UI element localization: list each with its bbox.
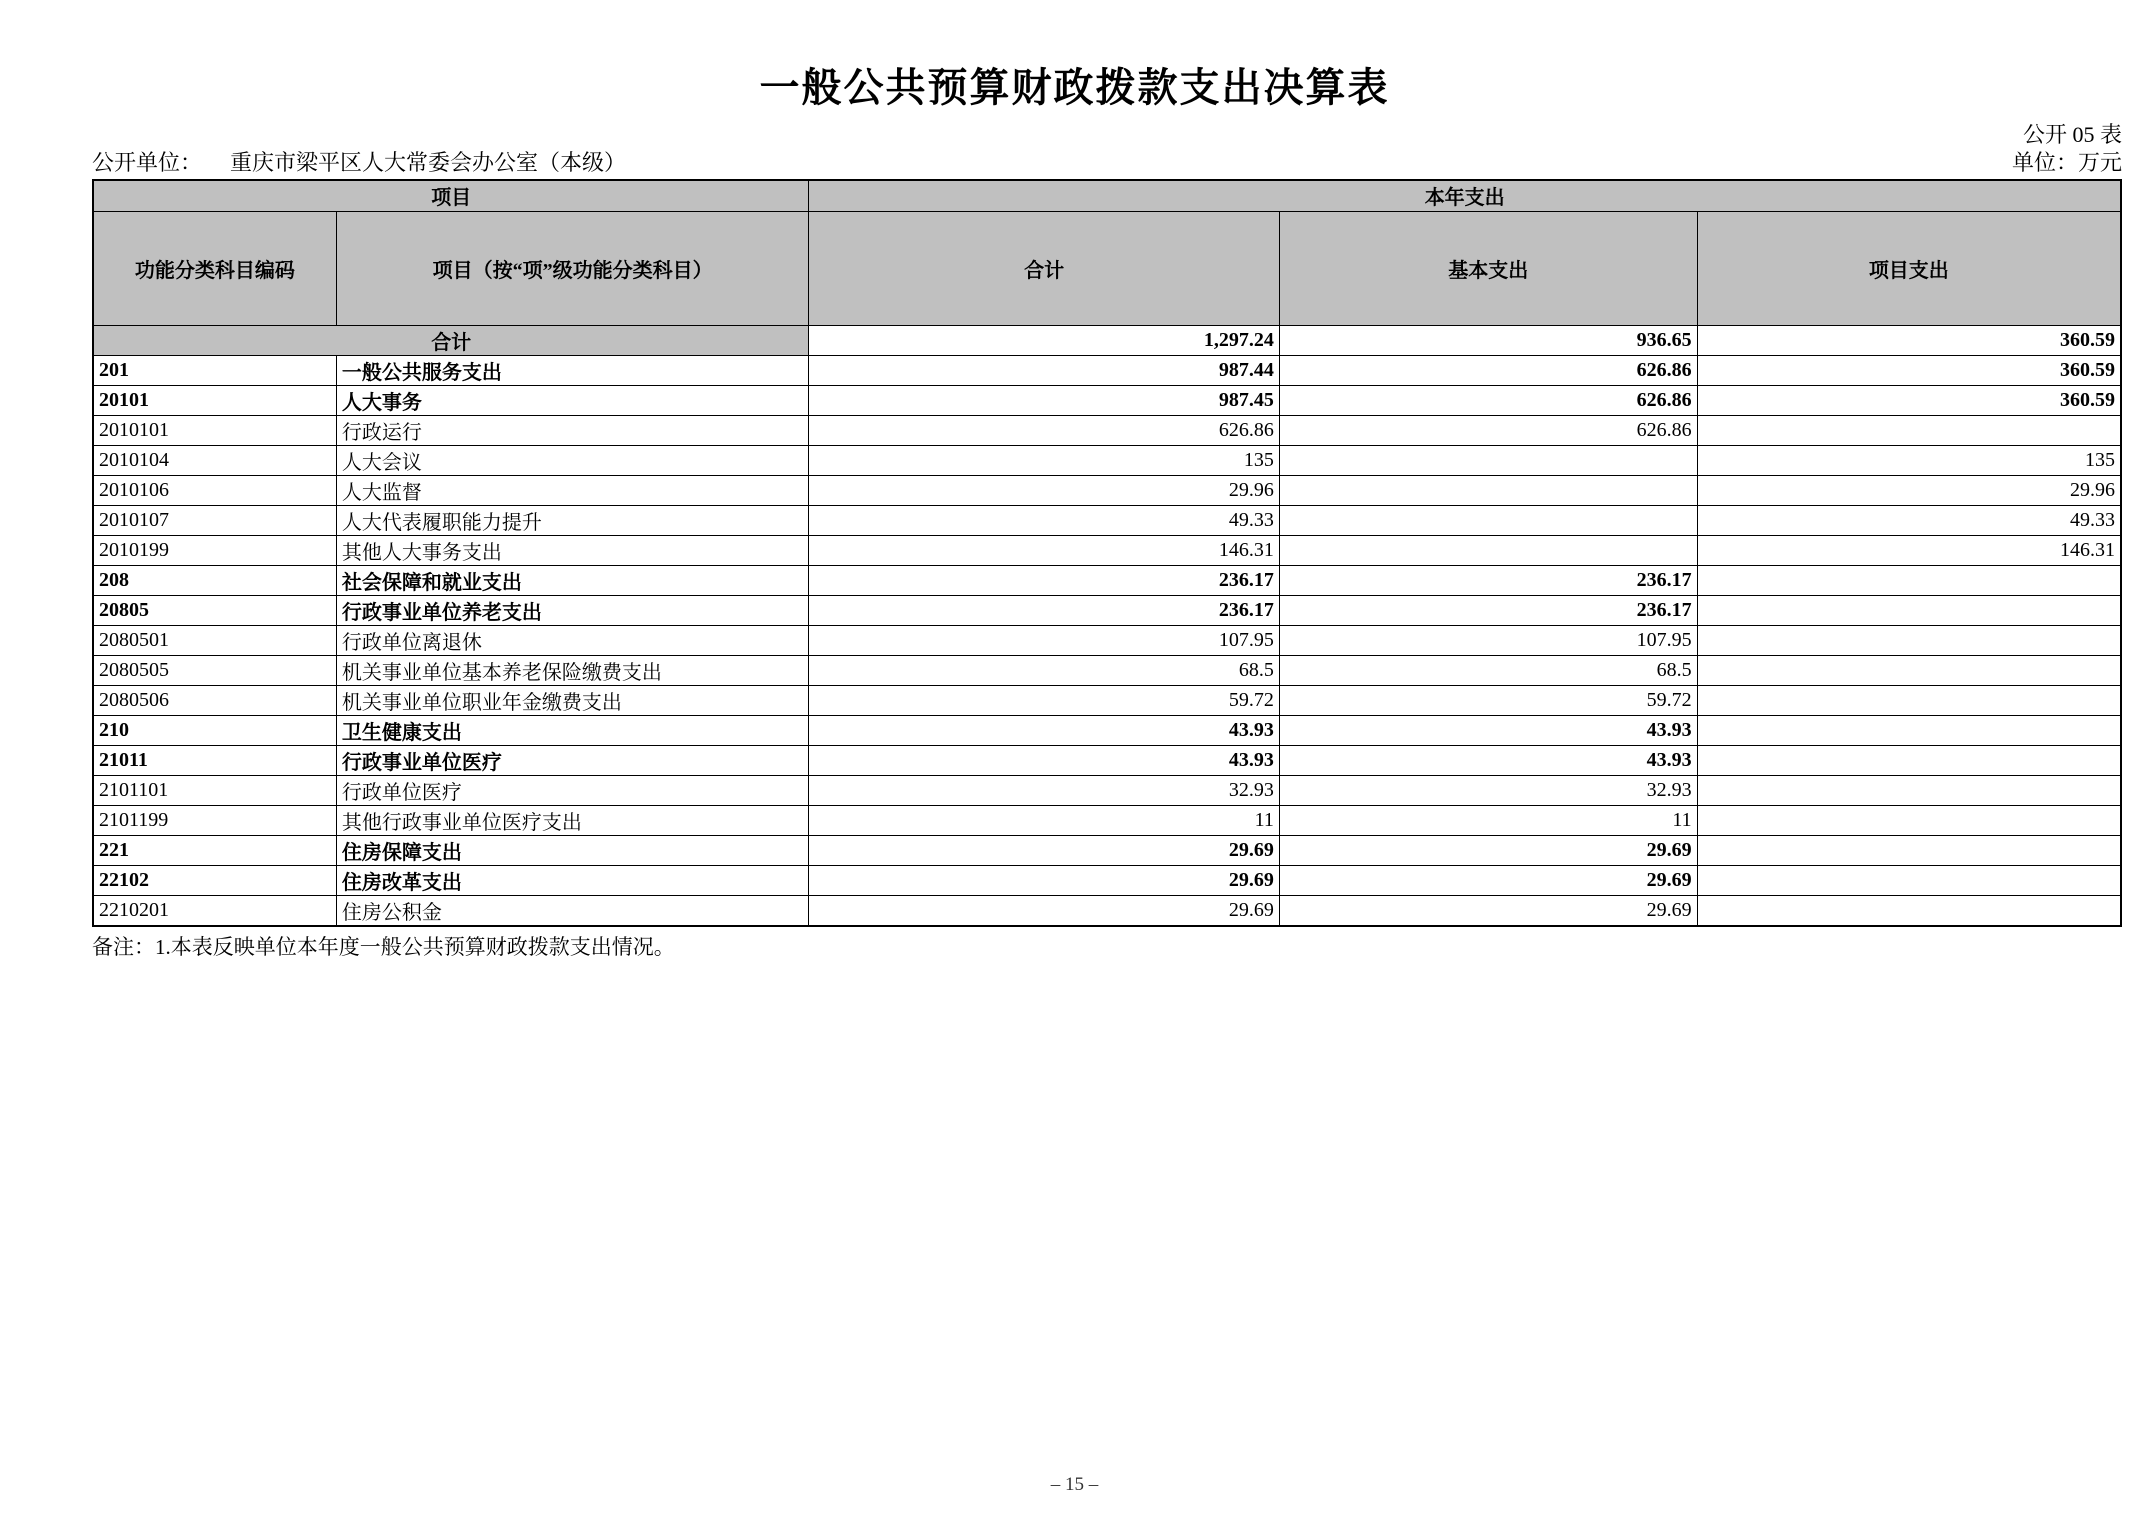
row-basic: 29.69 (1279, 895, 1697, 926)
table-row (93, 445, 2121, 475)
row-item: 住房改革支出 (336, 865, 809, 895)
row-project (1697, 745, 2121, 775)
row-item: 卫生健康支出 (336, 715, 809, 745)
row-project (1697, 715, 2121, 745)
table-row (93, 745, 2121, 775)
row-project: 146.31 (1697, 535, 2121, 565)
row-total: 68.5 (809, 655, 1279, 685)
publishing-unit-label: 公开单位： (92, 150, 203, 175)
row-item: 社会保障和就业支出 (336, 565, 809, 595)
row-total: 43.93 (809, 745, 1279, 775)
row-project (1697, 895, 2121, 926)
row-total: 626.86 (809, 415, 1279, 445)
row-item: 一般公共服务支出 (336, 355, 809, 385)
row-total: 29.69 (809, 865, 1279, 895)
row-code: 2010101 (93, 415, 336, 445)
table-row (93, 805, 2121, 835)
grand-total-label: 合计 (93, 325, 809, 355)
row-basic: 68.5 (1279, 655, 1697, 685)
row-code: 2080505 (93, 655, 336, 685)
row-total: 236.17 (809, 565, 1279, 595)
table-code-label: 公开 05 表 (2022, 122, 2122, 147)
unit-of-measure-label: 单位：万元 (2011, 150, 2122, 175)
row-item: 行政事业单位医疗 (336, 745, 809, 775)
row-total: 135 (809, 445, 1279, 475)
row-project: 49.33 (1697, 505, 2121, 535)
table-row (93, 775, 2121, 805)
row-basic: 626.86 (1279, 355, 1697, 385)
row-total: 59.72 (809, 685, 1279, 715)
table-row (93, 655, 2121, 685)
row-code: 2080506 (93, 685, 336, 715)
row-basic (1279, 505, 1697, 535)
row-item: 机关事业单位职业年金缴费支出 (336, 685, 809, 715)
header-group-item: 项目 (93, 180, 809, 211)
table-row (93, 415, 2121, 445)
row-basic: 29.69 (1279, 835, 1697, 865)
row-code: 22102 (93, 865, 336, 895)
header-group-year-expenditure: 本年支出 (809, 180, 2121, 211)
row-basic: 107.95 (1279, 625, 1697, 655)
row-basic: 11 (1279, 805, 1697, 835)
row-code: 2010199 (93, 535, 336, 565)
row-total: 236.17 (809, 595, 1279, 625)
row-item: 行政事业单位养老支出 (336, 595, 809, 625)
row-basic: 626.86 (1279, 415, 1697, 445)
row-code: 201 (93, 355, 336, 385)
grand-total-basic: 936.65 (1279, 325, 1697, 355)
page-title: 一般公共预算财政拨款支出决算表 (759, 66, 1390, 110)
row-project (1697, 775, 2121, 805)
row-total: 107.95 (809, 625, 1279, 655)
row-basic: 43.93 (1279, 715, 1697, 745)
row-project: 29.96 (1697, 475, 2121, 505)
row-basic: 29.69 (1279, 865, 1697, 895)
row-item: 行政单位医疗 (336, 775, 809, 805)
row-basic: 43.93 (1279, 745, 1697, 775)
row-item: 其他人大事务支出 (336, 535, 809, 565)
row-item: 人大事务 (336, 385, 809, 415)
row-project: 360.59 (1697, 355, 2121, 385)
table-row (93, 475, 2121, 505)
row-item: 人大会议 (336, 445, 809, 475)
row-project: 360.59 (1697, 385, 2121, 415)
row-basic: 626.86 (1279, 385, 1697, 415)
grand-total-row (93, 325, 2121, 355)
row-total: 987.44 (809, 355, 1279, 385)
table-row (93, 565, 2121, 595)
table-row (93, 355, 2121, 385)
row-code: 221 (93, 835, 336, 865)
row-code: 2010107 (93, 505, 336, 535)
table-body (93, 325, 2121, 926)
grand-total-project: 360.59 (1697, 325, 2121, 355)
row-project (1697, 805, 2121, 835)
row-code: 20101 (93, 385, 336, 415)
expenditure-table (92, 179, 2122, 927)
row-code: 2101199 (93, 805, 336, 835)
row-total: 29.69 (809, 895, 1279, 926)
row-code: 2210201 (93, 895, 336, 926)
row-total: 29.96 (809, 475, 1279, 505)
row-code: 21011 (93, 745, 336, 775)
row-item: 其他行政事业单位医疗支出 (336, 805, 809, 835)
row-code: 208 (93, 565, 336, 595)
table-row (93, 865, 2121, 895)
row-project (1697, 865, 2121, 895)
header-group-row (93, 180, 2121, 211)
row-total: 43.93 (809, 715, 1279, 745)
row-project (1697, 685, 2121, 715)
row-item: 住房保障支出 (336, 835, 809, 865)
row-project (1697, 565, 2121, 595)
table-row (93, 835, 2121, 865)
header-col-project: 项目支出 (1697, 211, 2121, 325)
table-row (93, 685, 2121, 715)
footnote: 备注：1.本表反映单位本年度一般公共预算财政拨款支出情况。 (92, 934, 675, 959)
row-basic: 236.17 (1279, 595, 1697, 625)
row-code: 2101101 (93, 775, 336, 805)
row-basic: 236.17 (1279, 565, 1697, 595)
row-code: 2010104 (93, 445, 336, 475)
header-col-code: 功能分类科目编码 (93, 211, 336, 325)
header-col-item: 项目（按“项”级功能分类科目） (336, 211, 809, 325)
row-project (1697, 415, 2121, 445)
header-col-total: 合计 (809, 211, 1279, 325)
table-row (93, 385, 2121, 415)
table-row (93, 895, 2121, 926)
row-code: 210 (93, 715, 336, 745)
table-row (93, 535, 2121, 565)
row-item: 行政单位离退休 (336, 625, 809, 655)
row-total: 11 (809, 805, 1279, 835)
row-basic (1279, 475, 1697, 505)
row-item: 住房公积金 (336, 895, 809, 926)
row-item: 人大代表履职能力提升 (336, 505, 809, 535)
page-number: – 15 – (1050, 1474, 1099, 1495)
meta-area (92, 122, 2122, 176)
row-project (1697, 595, 2121, 625)
row-total: 146.31 (809, 535, 1279, 565)
table-row (93, 715, 2121, 745)
row-total: 49.33 (809, 505, 1279, 535)
row-project: 135 (1697, 445, 2121, 475)
row-total: 32.93 (809, 775, 1279, 805)
table-row (93, 625, 2121, 655)
row-project (1697, 835, 2121, 865)
table-row (93, 505, 2121, 535)
row-code: 2010106 (93, 475, 336, 505)
row-item: 人大监督 (336, 475, 809, 505)
grand-total-total: 1,297.24 (809, 325, 1279, 355)
header-columns-row (93, 211, 2121, 325)
row-total: 29.69 (809, 835, 1279, 865)
header-col-basic: 基本支出 (1279, 211, 1697, 325)
row-total: 987.45 (809, 385, 1279, 415)
meta-row (92, 150, 2122, 176)
row-code: 2080501 (93, 625, 336, 655)
row-item: 行政运行 (336, 415, 809, 445)
publishing-unit (92, 150, 626, 176)
row-basic: 32.93 (1279, 775, 1697, 805)
row-project (1697, 655, 2121, 685)
row-basic (1279, 535, 1697, 565)
row-code: 20805 (93, 595, 336, 625)
row-item: 机关事业单位基本养老保险缴费支出 (336, 655, 809, 685)
row-basic (1279, 445, 1697, 475)
row-basic: 59.72 (1279, 685, 1697, 715)
table-row (93, 595, 2121, 625)
row-project (1697, 625, 2121, 655)
publishing-unit-name: 重庆市梁平区人大常委会办公室（本级） (230, 150, 627, 175)
